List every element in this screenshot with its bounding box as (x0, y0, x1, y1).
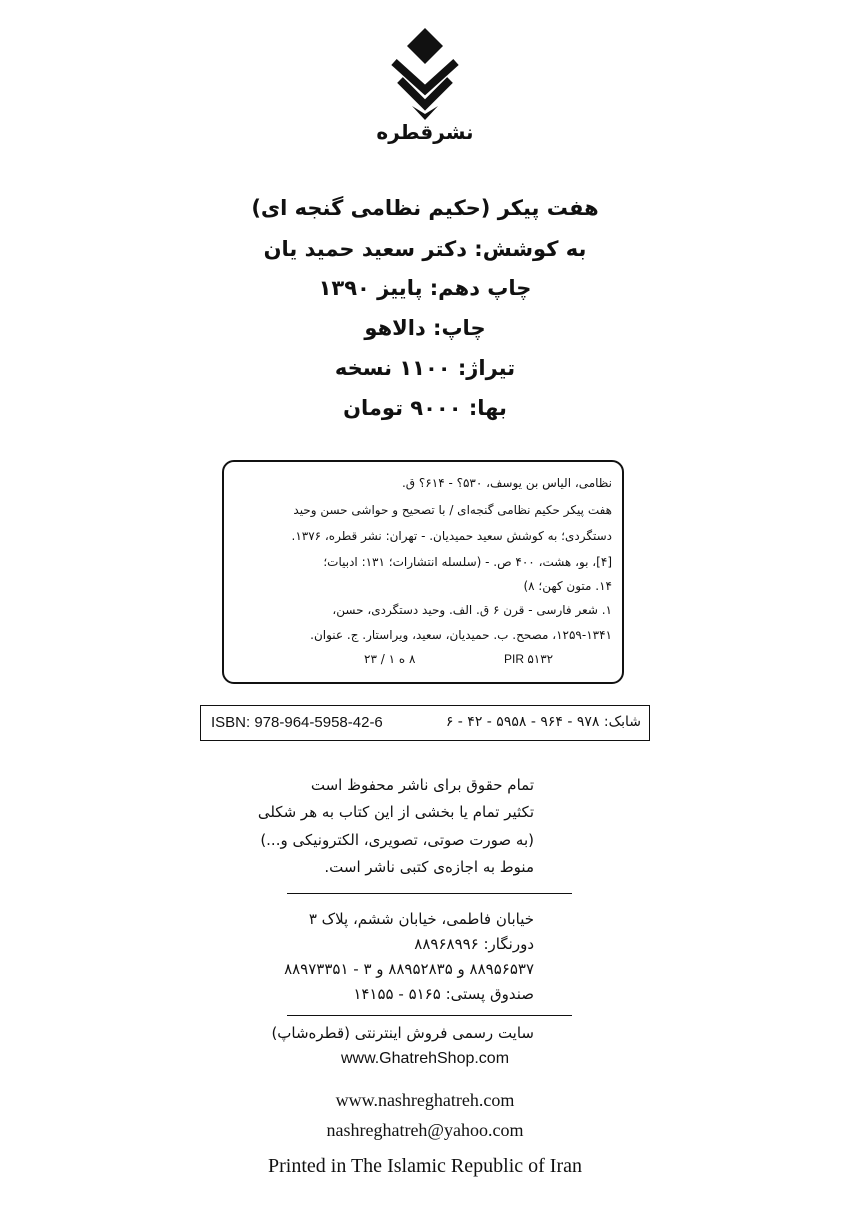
book-title: هفت پیکر (حکیم نظامی گنجه ای) (251, 196, 599, 220)
isbn-latin: ISBN: 978-964-5958-42-6 (211, 714, 383, 731)
cip-classification-dewey: ۸ ه ۱ / ۲۳ (364, 652, 416, 666)
address-phones: ۸۸۹۵۶۵۳۷ و ۸۸۹۵۲۸۳۵ و ۳ - ۸۸۹۷۳۳۵۱ (284, 960, 534, 978)
book-print-run: تیراژ: ۱۱۰۰ نسخه (334, 356, 516, 380)
cip-line: هفت پیکر حکیم نظامی گنجه‌ای / با تصحیح و حواشی حسن وحید (293, 503, 612, 517)
cip-line: ۱. شعر فارسی - قرن ۶ ق. الف. وحید دستگردی، حسن، (332, 603, 612, 617)
rights-line: تمام حقوق برای ناشر محفوظ است (310, 776, 534, 794)
address-fax: دورنگار: ۸۸۹۶۸۹۹۶ (414, 935, 534, 953)
book-edition: چاپ دهم: پاییز ۱۳۹۰ (318, 276, 532, 300)
cip-line: [۴]، بو، هشت، ۴۰۰ ص. - (سلسله انتشارات؛ ۱۳۱: ادبیات؛ (323, 555, 612, 569)
rights-line: تکثیر تمام یا بخشی از این کتاب به هر شکلی (257, 803, 534, 821)
cip-classification-lc: PIR ۵۱۳۲ (504, 652, 554, 666)
rights-line: منوط به اجازه‌ی کتبی ناشر است. (324, 858, 534, 876)
book-printer: چاپ: دالاهو (364, 316, 486, 340)
cip-box (222, 460, 624, 684)
address-po-box: صندوق پستی: ۵۱۶۵ - ۱۴۱۵۵ (353, 985, 534, 1003)
cip-line: نظامی، الیاس بن یوسف، ۵۳۰؟ - ۶۱۴؟ ق. (401, 476, 612, 490)
cip-line: دستگردی؛ به کوشش سعید حمیدیان. - تهران: نشر قطره، ۱۳۷۶. (291, 529, 612, 543)
online-shop-url[interactable]: www.GhatrehShop.com (340, 1050, 510, 1067)
isbn-persian: شابک: ۹۷۸ - ۹۶۴ - ۵۹۵۸ - ۴۲ - ۶ (445, 714, 641, 730)
cip-line: ۱۲۵۹-۱۳۴۱، مصحح. ب. حمیدیان، سعید، ویراستار. ج. عنوان. (310, 628, 612, 642)
cip-line: ۱۴. متون کهن؛ ۸) (523, 579, 612, 593)
website-link[interactable]: www.nashreghatreh.com (335, 1090, 515, 1110)
printed-in: Printed in The Islamic Republic of Iran (268, 1155, 582, 1177)
rights-line: (به صورت صوتی، تصویری، الکترونیکی و...) (260, 831, 534, 849)
divider (287, 1015, 572, 1016)
publisher-logo-text: نشرقطره (376, 120, 474, 144)
email-link[interactable]: nashreghatreh@yahoo.com (326, 1120, 524, 1140)
divider (287, 893, 572, 894)
online-shop-label: سایت رسمی فروش اینترنتی (قطره‌شاپ) (271, 1024, 534, 1042)
address-street: خیابان فاطمی، خیابان ششم، پلاک ۳ (308, 910, 534, 928)
book-editor: به کوشش: دکتر سعید حمید یان (263, 237, 587, 261)
publisher-logo-icon (390, 28, 460, 123)
isbn-box (200, 705, 650, 741)
book-price: بها: ۹۰۰۰ تومان (343, 396, 507, 420)
